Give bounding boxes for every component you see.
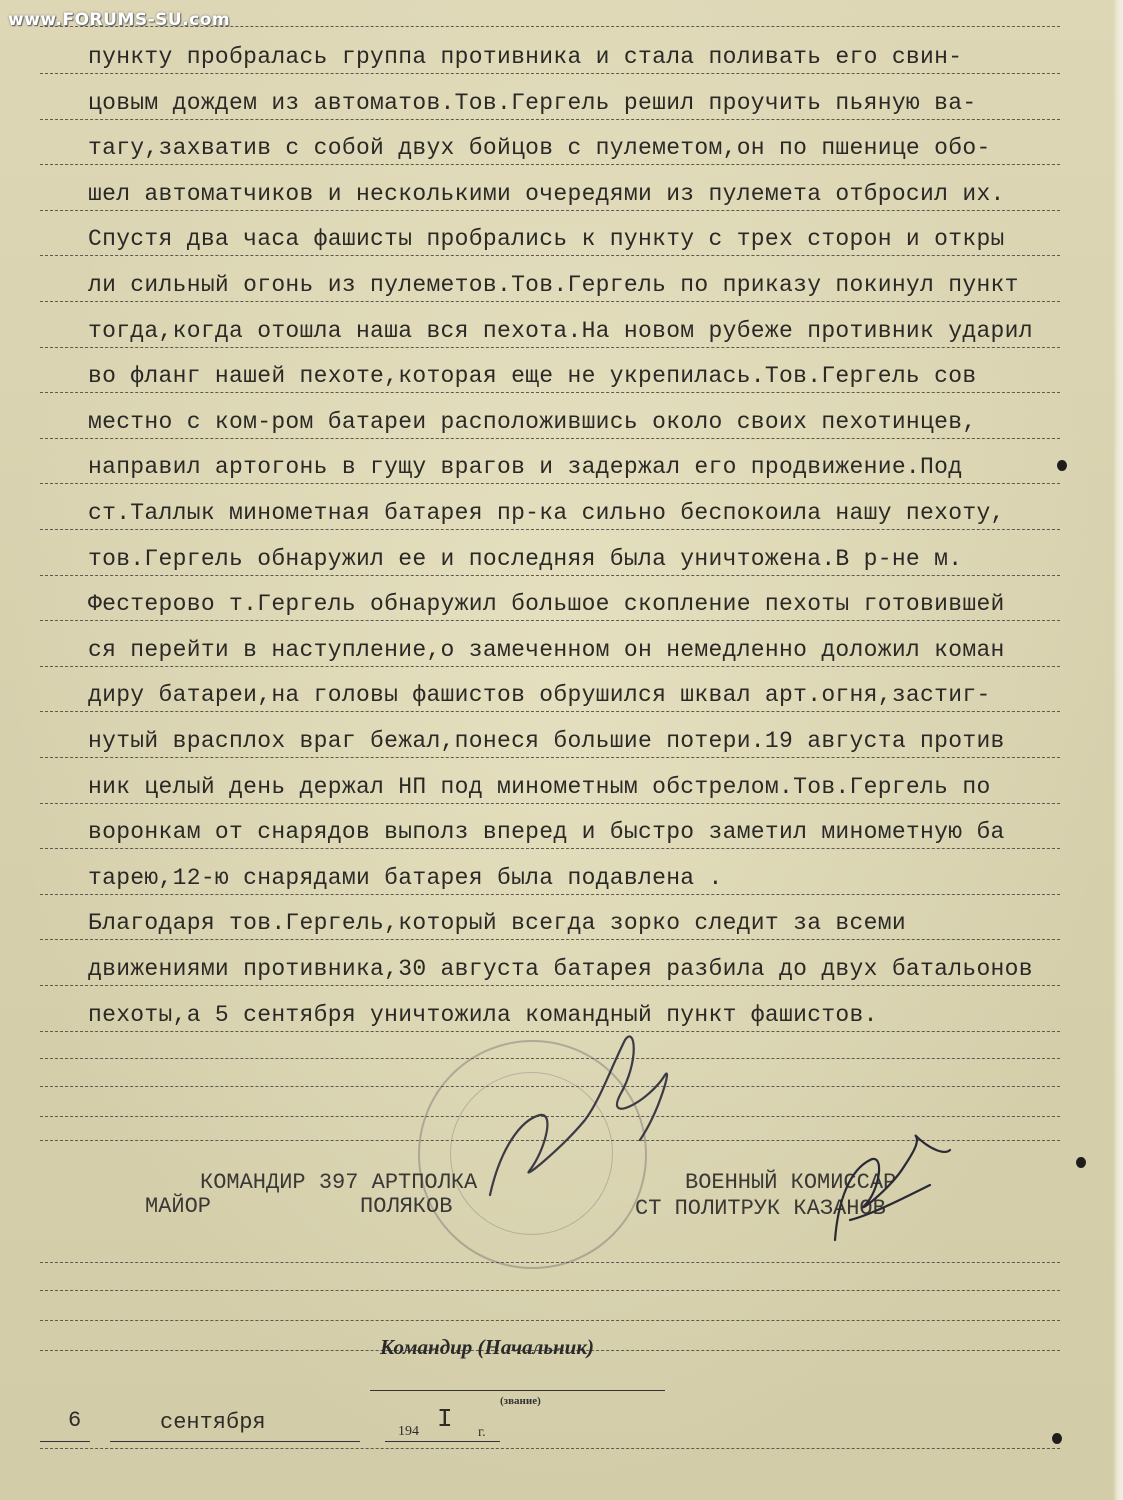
text-line: ст.Таллык минометная батарея пр-ка сильно беспокоила нашу пехоту, (88, 500, 1005, 526)
text-line: ся перейти в наступление,о замеченном он немедленно доложил коман (88, 636, 1005, 663)
commander-rank: МАЙОР (145, 1194, 212, 1219)
text-line: ник целый день держал НП под минометным обстрелом.Тов.Гергель по (88, 773, 991, 800)
text-line: пехоты,а 5 сентября уничтожила командный пункт фашистов. (88, 1001, 878, 1028)
text-line: шел автоматчиков и несколькими очередями из пулемета отбросил их. (88, 180, 1005, 207)
text-line: направил артогонь в гущу врагов и задержал его продвижение.Под (88, 454, 963, 481)
date-year-prefix: 194 (398, 1424, 419, 1439)
text-line: тагу,захватив с собой двух бойцов с пулеметом,он по пшенице обо- (88, 135, 991, 162)
text-line: цовым дождем из автоматов.Тов.Гергель решил проучить пьяную ва- (88, 89, 977, 116)
commissar-rank-name: СТ ПОЛИТРУК КАЗАНОВ (635, 1196, 886, 1221)
ink-dot (1057, 460, 1067, 471)
commander-label: Командир (Начальник) (380, 1335, 594, 1359)
text-line: воронкам от снарядов выполз вперед и быстро заметил минометную ба (88, 819, 1005, 846)
commander-signature (490, 1036, 667, 1195)
text-line: тогда,когда отошла наша вся пехота.На новом рубеже противник ударил (88, 317, 1033, 344)
date-month-line (110, 1441, 360, 1442)
text-line: пункту пробралась группа противника и стала поливать его свин- (88, 44, 963, 70)
commissar-title: ВОЕННЫЙ КОМИССАР (685, 1170, 897, 1195)
text-line: Благодаря тов.Гергель,который всегда зорко следит за всеми (88, 910, 906, 937)
ink-dot (1052, 1433, 1062, 1444)
text-line: во фланг нашей пехоте,которая еще не укрепилась.Тов.Гергель сов (88, 363, 977, 390)
text-line: Фестерово т.Гергель обнаружил большое скопление пехоты готовившей (88, 591, 1005, 618)
text-line: диру батареи,на головы фашистов обрушился шквал арт.огня,застиг- (88, 682, 991, 709)
date-year-suffix: г. (478, 1425, 486, 1440)
text-line: тарею,12-ю снарядами батарея была подавлена . (88, 864, 723, 891)
date-day: 6 (68, 1408, 82, 1433)
text-line: ли сильный огонь из пулеметов.Тов.Гергель по приказу покинул пункт (88, 272, 1019, 298)
text-line: движениями противника,30 августа батарея разбила до двух батальонов (88, 956, 1033, 982)
date-month: сентября (160, 1410, 266, 1435)
date-year-line (385, 1441, 500, 1442)
commander-name: ПОЛЯКОВ (360, 1194, 453, 1219)
text-line: тов.Гергель обнаружил ее и последняя была уничтожена.В р-не м. (88, 545, 963, 572)
ink-dot (1076, 1157, 1086, 1168)
text-line: Спустя два часа фашисты пробрались к пункту с трех сторон и откры (88, 226, 1005, 253)
text-line: местно с ком-ром батареи расположившись около своих пехотинцев, (88, 408, 977, 435)
rank-caption: (звание) (500, 1395, 541, 1407)
date-day-line (40, 1441, 90, 1442)
commander-title: КОМАНДИР 397 АРТПОЛКА (200, 1170, 478, 1195)
rank-line (370, 1390, 665, 1391)
date-year-digit: I (437, 1404, 453, 1434)
commissar-signature (835, 1135, 950, 1240)
text-line: нутый врасплох враг бежал,понеся большие потери.19 августа против (88, 728, 1005, 754)
site-watermark: www.FORUMS-SU.com (8, 10, 231, 30)
